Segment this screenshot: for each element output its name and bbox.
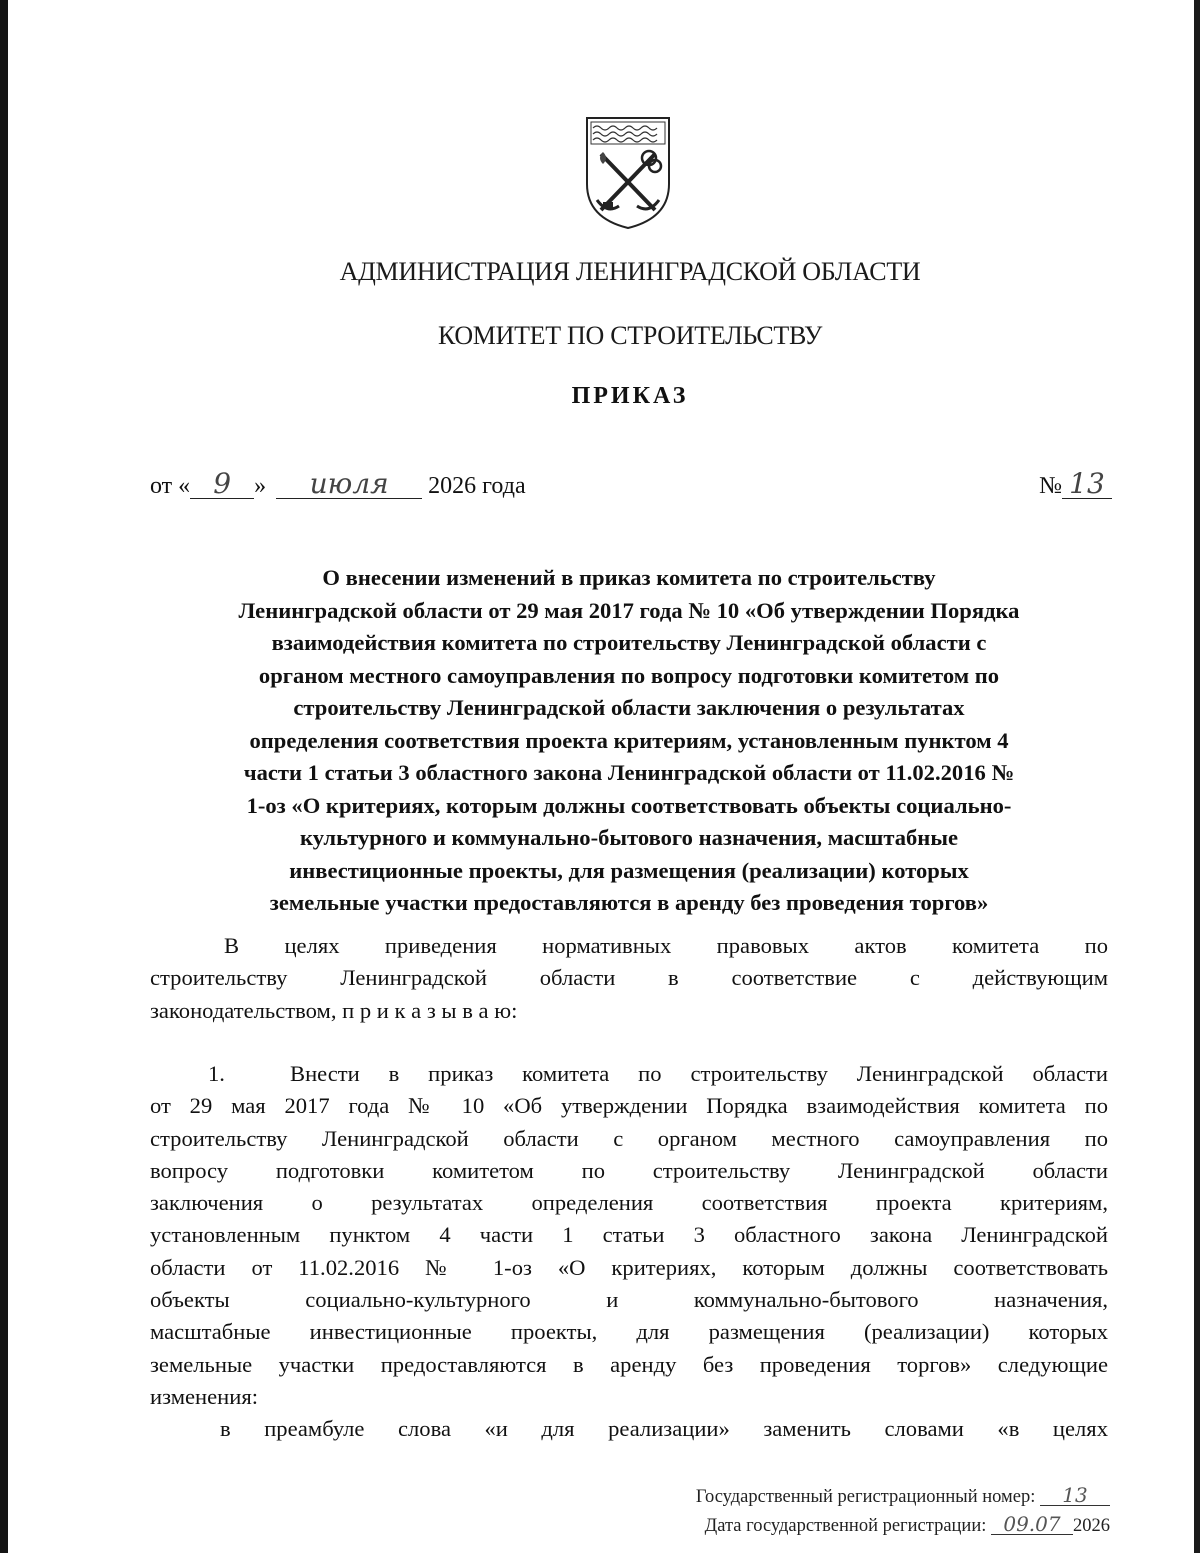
item-1-number: 1.	[208, 1061, 225, 1086]
handwritten-registration-number: 13	[1040, 1485, 1110, 1506]
preamble-line: законодательством, п р и к а з ы в а ю:	[150, 997, 518, 1023]
coat-of-arms-icon	[583, 114, 673, 232]
item-1-first-line	[150, 1058, 1108, 1090]
item-line: Внести в приказ комитета по строительству Ленинградской области	[290, 1061, 1108, 1086]
date-suffix: 2026 года	[428, 473, 526, 499]
title-line: земельные участки предоставляются в аренду без проведения торгов»	[269, 890, 989, 915]
order-title	[148, 562, 1110, 920]
title-line: инвестиционные проекты, для размещения (реализации) которых	[289, 857, 969, 883]
item-line: области от 11.02.2016 № 1-оз «О критериях, которым должны соответствовать	[150, 1254, 1108, 1280]
item-line: масштабные инвестиционные проекты, для размещения (реализации) которых	[150, 1319, 1108, 1345]
title-line: строительству Ленинградской области заключения о результатах	[293, 695, 965, 720]
handwritten-day: 9	[190, 470, 254, 499]
handwritten-number: 13	[1062, 470, 1112, 499]
registration-stamp	[696, 1483, 1110, 1541]
item-line: от 29 мая 2017 года № 10 «Об утверждении Порядка взаимодействия комитета по	[150, 1093, 1108, 1119]
date-prefix: от «	[150, 473, 191, 499]
item-line: в преамбуле слова «и для реализации» заменить словами «в целях	[220, 1416, 1108, 1442]
date-mid: »	[254, 473, 267, 499]
preamble-paragraph	[150, 930, 1108, 1027]
title-line: 1-оз «О критериях, которым должны соответствовать объекты социально-	[246, 792, 1012, 818]
registration-date-line	[696, 1512, 1110, 1541]
scan-edge-right	[1194, 0, 1200, 1553]
item-line: установленным пунктом 4 части 1 статьи 3 областного закона Ленинградской	[150, 1222, 1108, 1248]
title-line: определения соответствия проекта критериям, установленным пунктом 4	[249, 727, 1009, 753]
title-line: О внесении изменений в приказ комитета по строительству	[322, 565, 936, 590]
registration-number-label: Государственный регистрационный номер:	[695, 1487, 1036, 1507]
handwritten-registration-date: 09.07	[991, 1514, 1073, 1535]
title-line: Ленинградской области от 29 мая 2017 года № 10 «Об утверждении Порядка	[238, 597, 1020, 623]
order-date	[150, 467, 526, 500]
item-line: строительству Ленинградской области с органом местного самоуправления по	[150, 1125, 1108, 1151]
item-line: объекты социально-культурного и коммунально-бытового назначения,	[150, 1287, 1108, 1313]
registration-date-label: Дата государственной регистрации:	[704, 1516, 987, 1536]
title-line: органом местного самоуправления по вопросу подготовки комитетом по	[258, 662, 1000, 688]
preamble-line: В целях приведения нормативных правовых актов комитета по	[224, 933, 1108, 958]
number-label: №	[1039, 473, 1062, 499]
committee-name: КОМИТЕТ ПО СТРОИТЕЛЬСТВУ	[437, 321, 823, 350]
preamble-line: строительству Ленинградской области в соответствие с действующим	[150, 965, 1108, 991]
registration-year: 2026	[1073, 1516, 1110, 1536]
item-line: земельные участки предоставляются в аренду без проведения торгов» следующие	[150, 1351, 1108, 1377]
handwritten-month: июля	[276, 470, 422, 499]
scan-edge-left	[0, 0, 8, 1553]
organization-name: АДМИНИСТРАЦИЯ ЛЕНИНГРАДСКОЙ ОБЛАСТИ	[339, 257, 921, 286]
registration-number-line	[696, 1483, 1110, 1512]
order-number	[1039, 467, 1112, 500]
item-line: изменения:	[150, 1383, 258, 1409]
item-line: вопросу подготовки комитетом по строительству Ленинградской области	[150, 1157, 1108, 1183]
title-line: части 1 статьи 3 областного закона Ленинградской области от 11.02.2016 №	[243, 760, 1015, 785]
item-1-paragraph	[150, 1058, 1108, 1446]
item-line: заключения о результатах определения соответствия проекта критериям,	[150, 1190, 1108, 1216]
document-type: ПРИКАЗ	[571, 383, 689, 409]
title-line: культурного и коммунально-бытового назначения, масштабные	[300, 825, 958, 850]
title-line: взаимодействия комитета по строительству Ленинградской области с	[271, 630, 987, 655]
